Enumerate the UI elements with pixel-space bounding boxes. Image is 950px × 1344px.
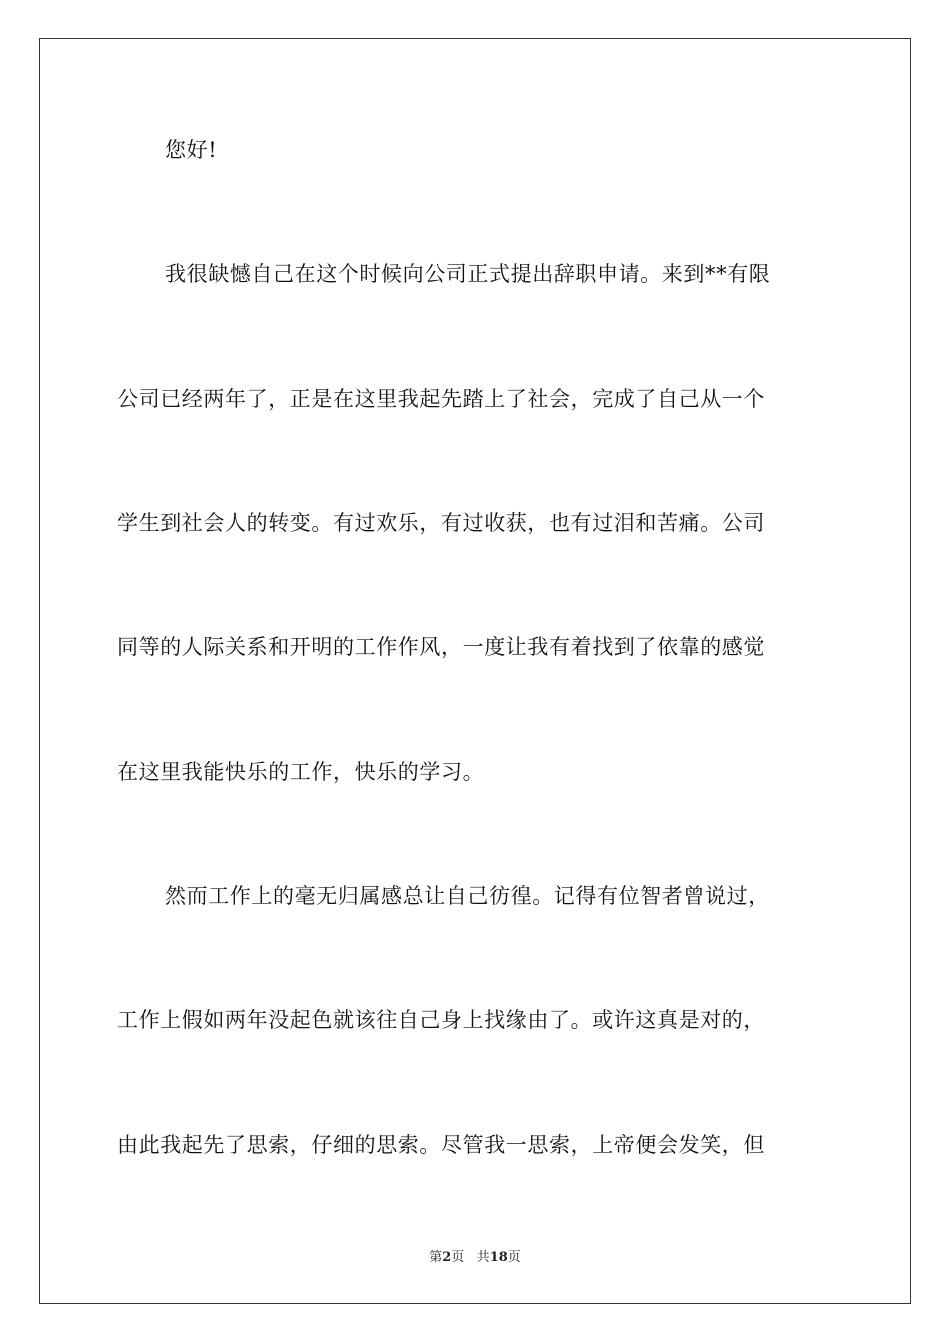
page-frame (39, 38, 911, 1304)
paragraph-line: 我很缺憾自己在这个时候向公司正式提出辞职申请。来到**有限 (165, 262, 771, 286)
footer-page-suffix: 页 (451, 1250, 465, 1265)
page-footer (0, 1246, 950, 1265)
paragraph-line: 然而工作上的毫无归属感总让自己彷徨。记得有位智者曾说过， (165, 884, 770, 908)
paragraph-line: 工作上假如两年没起色就该往自己身上找缘由了。或许这真是对的， (117, 1008, 765, 1032)
paragraph-line: 公司已经两年了，正是在这里我起先踏上了社会，完成了自己从一个 (117, 387, 765, 411)
footer-prefix: 第 (429, 1250, 443, 1265)
paragraph-line: 在这里我能快乐的工作，快乐的学习。 (117, 760, 485, 784)
greeting-line: 您好! (165, 138, 218, 162)
footer-total-prefix: 共 (476, 1250, 490, 1265)
footer-page-number: 2 (442, 1250, 452, 1265)
footer-total-pages: 18 (489, 1250, 508, 1265)
paragraph-line: 由此我起先了思索，仔细的思索。尽管我一思索，上帝便会发笑，但 (117, 1133, 765, 1157)
paragraph-line: 同等的人际关系和开明的工作作风，一度让我有着找到了依靠的感觉 (117, 635, 765, 659)
paragraph-line: 学生到社会人的转变。有过欢乐，有过收获，也有过泪和苦痛。公司 (117, 511, 765, 535)
footer-total-suffix: 页 (507, 1250, 521, 1265)
